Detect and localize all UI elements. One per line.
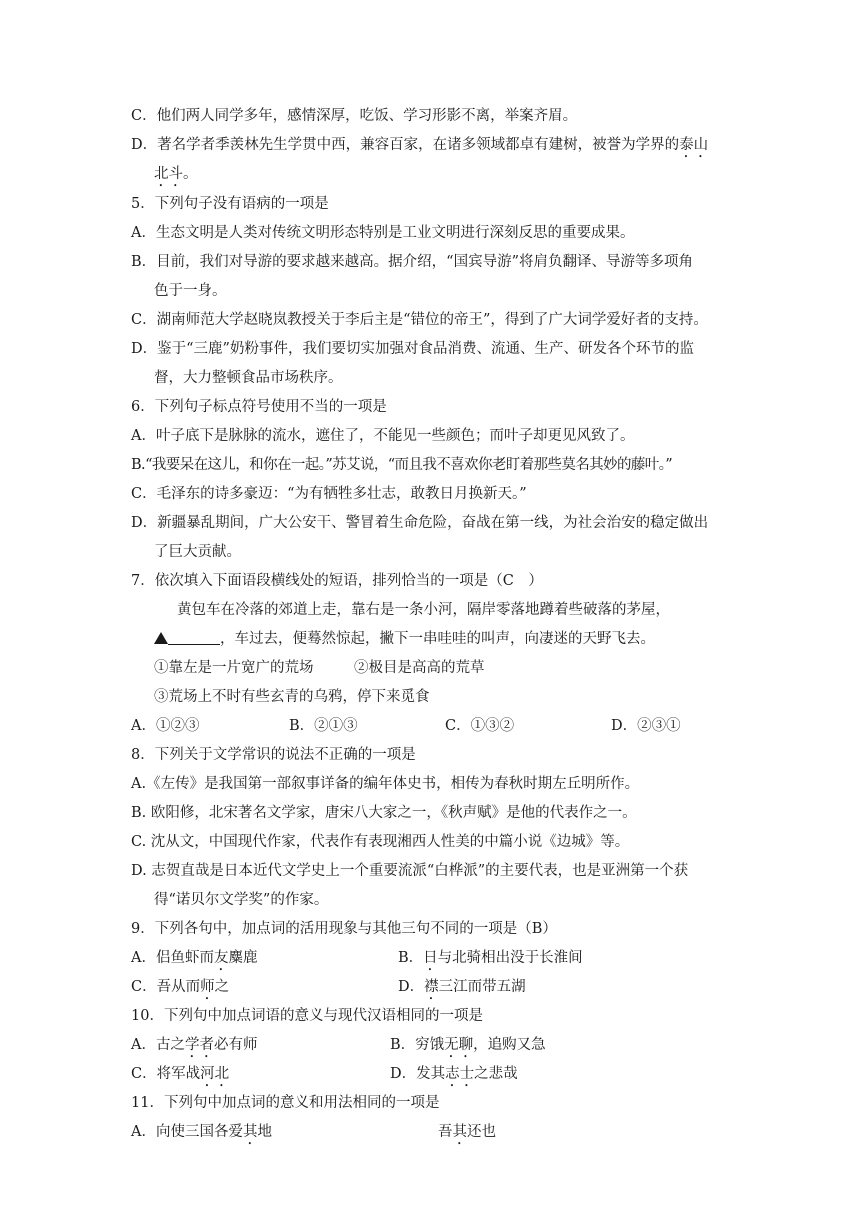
q6-option-d: D．新疆暴乱期间，广大公安干、警冒着生命危险，奋战在第一线，为社会治安的稳定做出	[131, 515, 709, 531]
q7-item-2: ②极目是高高的荒草	[354, 660, 485, 676]
q9-option-a: A．侣鱼虾而友麋鹿	[131, 950, 258, 966]
q7-option-d: D．②③①	[611, 718, 681, 734]
q4-option-c: C．他们两人同学多年，感情深厚，吃饭、学习形影不离，举案齐眉。	[131, 108, 578, 124]
q5-option-a: A．生态文明是人类对传统文明形态特别是工业文明进行深刻反思的重要成果。	[131, 225, 635, 241]
q9-stem: 9．下列各句中，加点词的活用现象与其他三句不同的一项是（B）	[131, 921, 557, 937]
q11-option-a: A．向使三国各爱其地	[131, 1124, 272, 1140]
q5-option-c: C．湖南师范大学赵晓岚教授关于李后主是“错位的帝王”，得到了广大词学爱好者的支持。	[131, 312, 708, 328]
q7-option-c: C．①③②	[445, 718, 515, 734]
q8-option-c: C. 沈从文，中国现代作家，代表作有表现湘西人性美的中篇小说《边城》等。	[131, 834, 630, 850]
q8-option-d: D. 志贺直哉是日本近代文学史上一个重要流派“白桦派”的主要代表，也是亚洲第一个获	[131, 863, 689, 879]
q7-passage-line-2: ，车过去，便蓦然惊起，撇下一串哇哇的叫声，向凄迷的天野飞去。	[154, 629, 655, 649]
q9-b-emphasis: 日	[423, 950, 438, 966]
q6-stem: 6．下列句子标点符号使用不当的一项是	[131, 399, 387, 415]
q11-a2-emphasis: 其	[452, 1124, 467, 1140]
q10-c-emphasis: 河北	[200, 1066, 230, 1082]
q5-option-d: D．鉴于“三鹿”奶粉事件，我们要切实加强对食品消费、流通、生产、研发各个环节的监	[131, 341, 694, 357]
q10-option-c: C．将军战河北	[131, 1066, 230, 1082]
q8-option-a: A.《左传》是我国第一部叙事详备的编年体史书，相传为春秋时期左丘明所作。	[131, 776, 640, 792]
q9-option-b: B．日与北骑相出没于长淮间	[398, 950, 583, 966]
q8-stem: 8．下列关于文学常识的说法不正确的一项是	[131, 747, 416, 763]
q10-d-emphasis: 志士	[445, 1066, 475, 1082]
q6-option-d-cont: 了巨大贡献。	[154, 544, 241, 560]
q4-option-d-cont: 北斗。	[154, 166, 198, 182]
q7-passage-line-1: 黄包车在冷落的郊道上走，靠右是一条小河，隔岸零落地蹲着些破落的茅屋，	[177, 602, 670, 618]
q8-option-d-cont: 得“诺贝尔文学奖”的作家。	[154, 892, 329, 908]
q7-item-1: ①靠左是一片宽广的荒场	[154, 660, 314, 676]
q6-option-a: A．叶子底下是脉脉的流水，遮住了，不能见一些颜色；而叶子却更见风致了。	[131, 428, 635, 444]
q7-item-3: ③荒场上不时有些玄青的乌鸦，停下来觅食	[154, 689, 430, 705]
q11-stem: 11．下列句中加点词的意义和用法相同的一项是	[131, 1095, 440, 1111]
q11-option-a-pair: 吾其还也	[438, 1124, 496, 1140]
q5-option-b-cont: 色于一身。	[154, 283, 227, 299]
q7-option-b: B．②①③	[289, 718, 358, 734]
q7-option-a: A．①②③	[131, 718, 200, 734]
q9-option-d: D．襟三江而带五湖	[398, 979, 526, 995]
q4-emphasis-word-2: 北斗	[154, 166, 183, 182]
q11-a-emphasis: 其	[242, 1124, 258, 1140]
q9-c-emphasis: 师	[200, 979, 215, 995]
fill-blank-line	[168, 630, 220, 645]
q5-stem: 5．下列句子没有语病的一项是	[131, 196, 329, 212]
q8-option-b: B. 欧阳修，北宋著名文学家，唐宋八大家之一，《秋声赋》是他的代表作之一。	[131, 805, 637, 821]
q10-a-emphasis: 学者	[184, 1037, 214, 1053]
q10-b-emphasis: 无聊	[444, 1037, 474, 1053]
q10-option-d: D．发其志士之悲哉	[390, 1066, 518, 1082]
triangle-marker-icon	[154, 632, 168, 644]
q6-option-b: B.“我要呆在这儿，和你在一起。”苏艾说，“而且我不喜欢你老盯着那些莫名其妙的藤叶。”	[131, 457, 673, 473]
q7-stem: 7．依次填入下面语段横线处的短语，排列恰当的一项是（C ）	[131, 573, 543, 589]
q10-option-a: A．古之学者必有师	[131, 1037, 258, 1053]
q4-emphasis-word: 泰山	[679, 137, 709, 153]
q9-d-emphasis: 襟	[424, 979, 439, 995]
q6-option-c: C．毛泽东的诗多豪迈：“为有牺牲多壮志，敢教日月换新天。”	[131, 486, 527, 502]
q9-a-emphasis: 友	[213, 950, 229, 966]
q5-option-d-cont: 督，大力整顿食品市场秩序。	[154, 370, 343, 386]
q5-option-b: B．目前，我们对导游的要求越来越高。据介绍，“国宾导游”将肩负翻译、导游等多项角	[131, 254, 693, 270]
q9-option-c: C．吾从而师之	[131, 979, 230, 995]
q10-stem: 10．下列句中加点词语的意义与现代汉语相同的一项是	[131, 1008, 483, 1024]
q4-option-d: D．著名学者季羡林先生学贯中西，兼容百家，在诸多领域都卓有建树，被誉为学界的泰山	[131, 137, 709, 153]
q10-option-b: B．穷饿无聊，追购又急	[390, 1037, 546, 1053]
